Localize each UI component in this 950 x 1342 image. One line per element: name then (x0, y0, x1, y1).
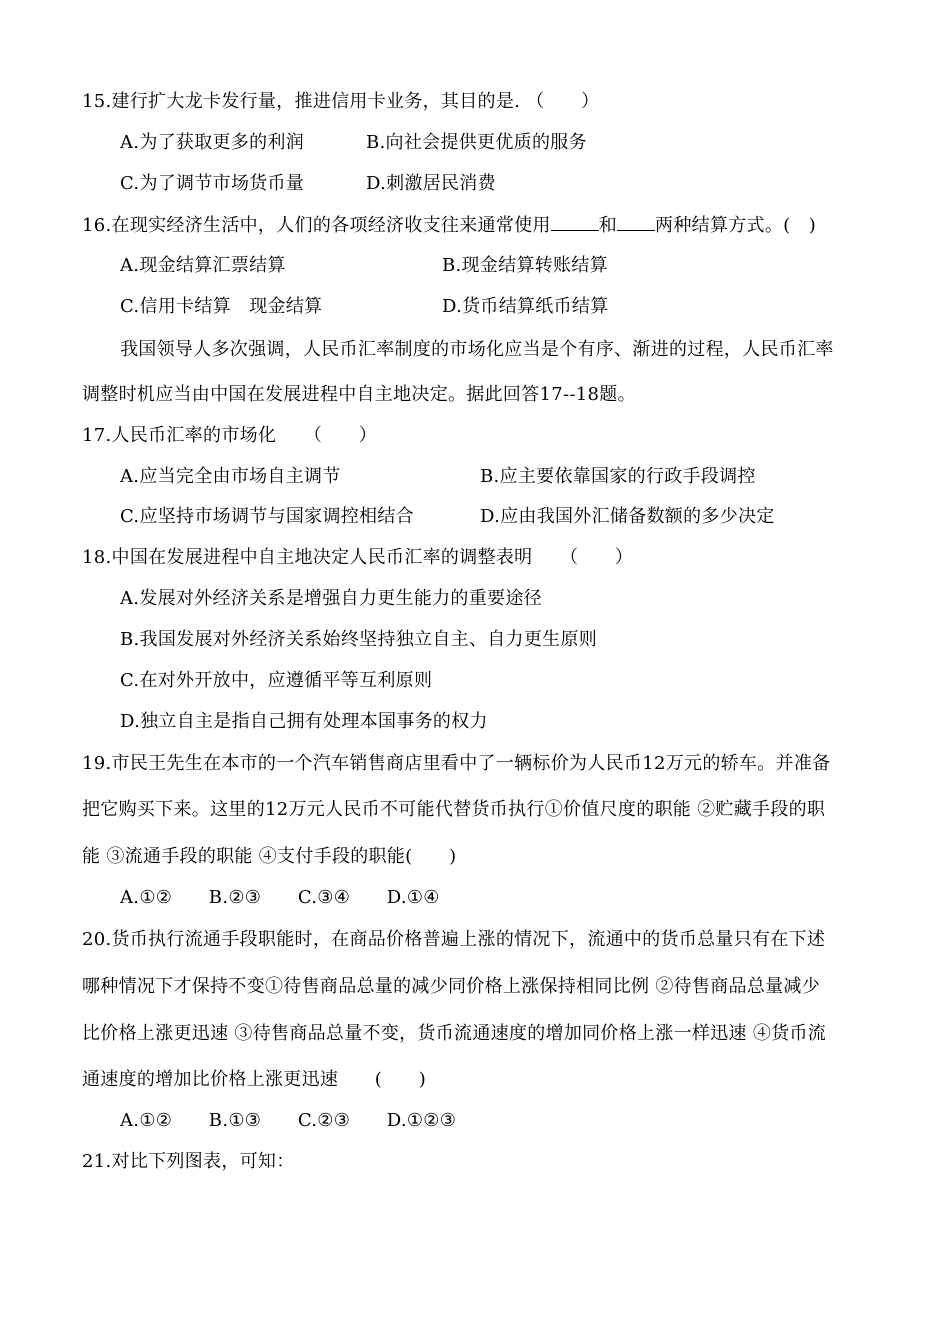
q16-stem-part3: 两种结算方式。( ) (655, 215, 817, 236)
q16-stem-part2: 和 (598, 215, 618, 236)
q17-option-b: B.应主要依靠国家的行政手段调控 (480, 466, 756, 487)
q16-option-d: D.货币结算纸币结算 (442, 296, 609, 317)
q16-option-c: C.信用卡结算 现金结算 (120, 296, 323, 317)
q19-options: A.①② B.②③ C.③④ D.①④ (120, 887, 440, 908)
q15-option-b: B.向社会提供更优质的服务 (366, 132, 587, 153)
q18-option-d: D.独立自主是指自己拥有处理本国事务的权力 (120, 711, 488, 732)
q20-line-2: 哪种情况下才保持不变①待售商品总量的减少同价格上涨保持相同比例 ②待售商品总量减少 (82, 976, 821, 997)
q15-option-d: D.刺激居民消费 (366, 173, 496, 194)
q17-option-c: C.应坚持市场调节与国家调控相结合 (120, 506, 414, 527)
passage-line-1: 我国领导人多次强调，人民币汇率制度的市场化应当是个有序、渐进的过程，人民币汇率 (120, 339, 834, 360)
q15-option-c: C.为了调节市场货币量 (120, 173, 305, 194)
q19-line-3: 能 ③流通手段的职能 ④支付手段的职能( ) (82, 846, 457, 867)
passage-line-2: 调整时机应当由中国在发展进程中自主地决定。据此回答17--18题。 (82, 384, 636, 405)
q17-option-a: A.应当完全由市场自主调节 (120, 466, 341, 487)
q18-option-a: A.发展对外经济关系是增强自力更生能力的重要途径 (120, 588, 542, 609)
q18-stem: 18.中国在发展进程中自主地决定人民币汇率的调整表明 （ ） (82, 547, 634, 568)
q17-option-d: D.应由我国外汇储备数额的多少决定 (480, 506, 775, 527)
q20-options: A.①② B.①③ C.②③ D.①②③ (120, 1110, 457, 1131)
q15-stem: 15.建行扩大龙卡发行量，推进信用卡业务，其目的是. （ ） (82, 91, 600, 112)
q15-option-a: A.为了获取更多的利润 (120, 132, 305, 153)
q19-line-2: 把它购买下来。这里的12万元人民币不可能代替货币执行①价值尺度的职能 ②贮藏手段的职 (82, 799, 826, 820)
q18-option-b: B.我国发展对外经济关系始终坚持独立自主、自力更生原则 (120, 629, 598, 650)
q16-stem-part1: 16.在现实经济生活中，人们的各项经济收支往来通常使用 (82, 215, 551, 236)
q16-blank-1 (551, 212, 599, 231)
q16-stem (82, 212, 816, 238)
q20-line-3: 比价格上涨更迅速 ③待售商品总量不变，货币流通速度的增加同价格上涨一样迅速 ④货币流 (82, 1023, 827, 1044)
q20-line-4: 通速度的增加比价格上涨更迅速 ( ) (82, 1069, 427, 1090)
q16-option-b: B.现金结算转账结算 (442, 255, 608, 276)
q20-line-1: 20.货币执行流通手段职能时，在商品价格普遍上涨的情况下，流通中的货币总量只有在下述 (82, 929, 826, 950)
q21-stem: 21.对比下列图表，可知： (82, 1151, 295, 1172)
q19-line-1: 19.市民王先生在本市的一个汽车销售商店里看中了一辆标价为人民币12万元的轿车。并准备 (82, 753, 831, 774)
q17-stem: 17.人民币汇率的市场化 （ ） (82, 425, 378, 446)
q16-option-a: A.现金结算汇票结算 (120, 255, 286, 276)
q16-blank-2 (617, 212, 655, 231)
q18-option-c: C.在对外开放中，应遵循平等互利原则 (120, 670, 433, 691)
